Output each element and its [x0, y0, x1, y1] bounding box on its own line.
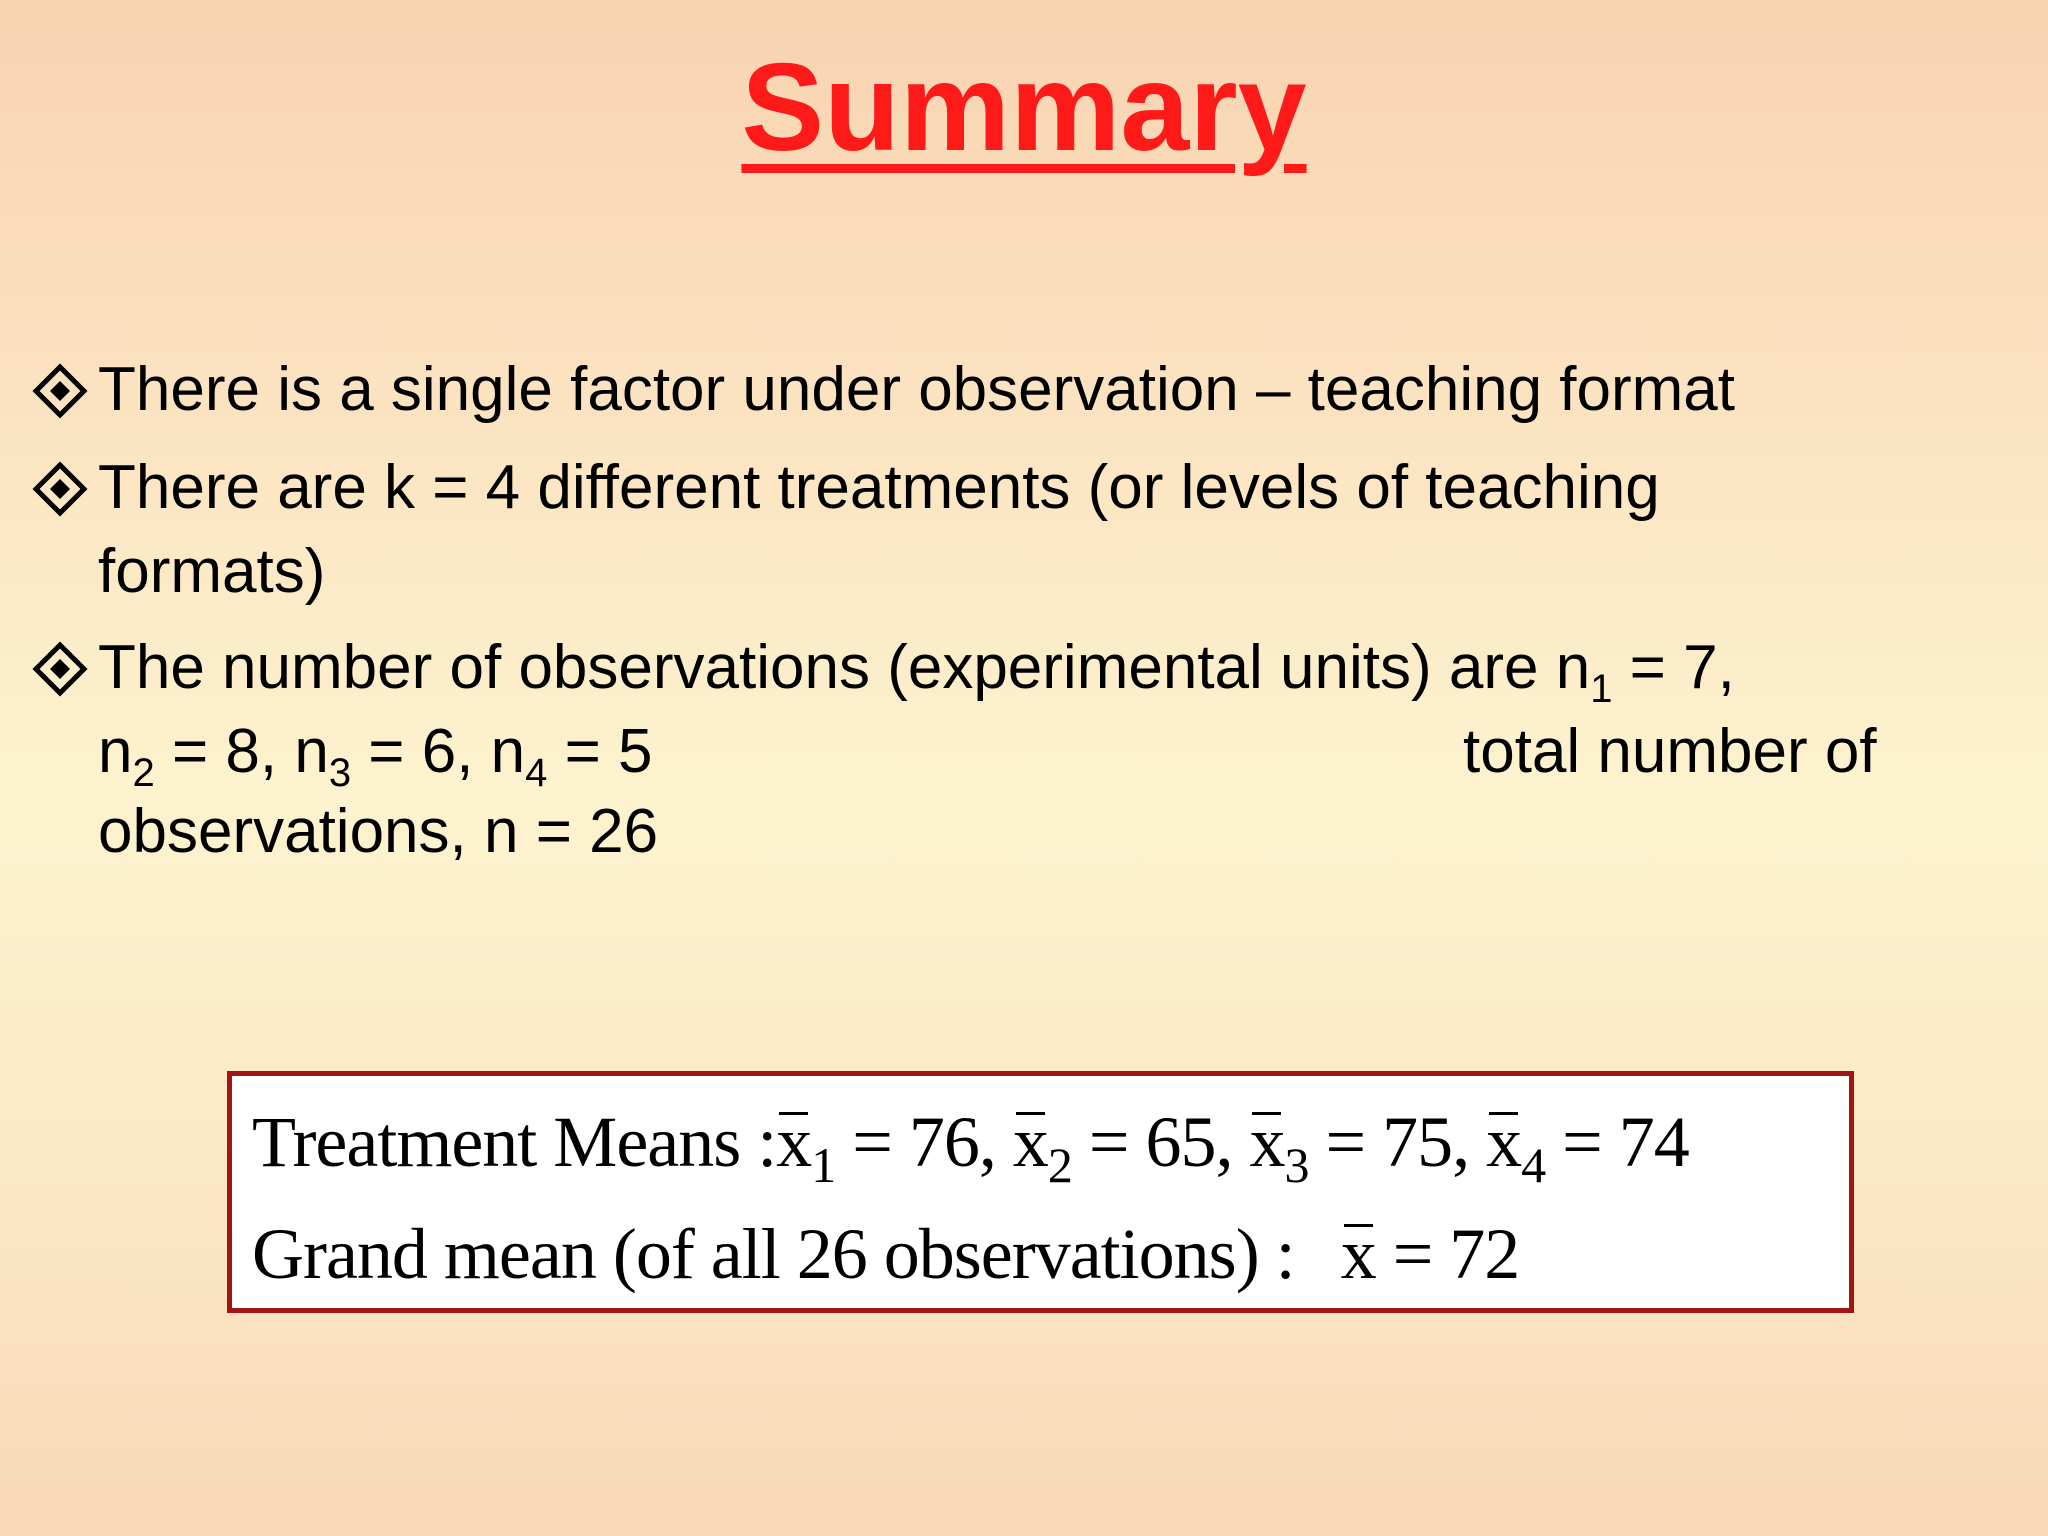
diamond-bullet-icon	[32, 641, 88, 697]
bullet-3-line-3: observations, n = 26	[98, 797, 659, 866]
bullet-3-total-text: total number of	[1463, 717, 1877, 786]
subscript: 1	[811, 1137, 836, 1193]
grand-mean-value: = 72	[1375, 1214, 1520, 1294]
subscript: 1	[1590, 667, 1613, 711]
xbar-symbol: x	[1340, 1214, 1376, 1294]
bullet-2-line-1: There are k = 4 different treatments (or levels of teaching	[98, 453, 1660, 522]
subscript: 2	[1047, 1137, 1072, 1193]
diamond-bullet-icon	[32, 461, 88, 517]
xbar-symbol: x	[776, 1102, 812, 1182]
bullet-1-text: There is a single factor under observation – teaching format	[98, 355, 1736, 424]
subscript: 4	[525, 751, 548, 795]
bullet-3-line-1	[98, 633, 1735, 724]
xbar-symbol: x	[1012, 1102, 1048, 1182]
subscript: 3	[328, 751, 352, 795]
formula-box	[227, 1071, 1854, 1313]
xbar-symbol: x	[1249, 1102, 1285, 1182]
bullet-3-text: The number of observations (experimental units) are n	[98, 633, 1591, 702]
bullet-2-line-2: formats)	[98, 537, 326, 606]
diamond-bullet-icon	[32, 363, 88, 419]
mean-value: = 65,	[1071, 1102, 1250, 1182]
xbar-symbol: x	[1486, 1102, 1522, 1182]
bullet-3-text: = 7,	[1612, 633, 1735, 702]
treatment-means-label: Treatment Means :	[252, 1102, 777, 1182]
bullet-3-text: n	[98, 717, 133, 786]
subscript: 4	[1521, 1137, 1546, 1193]
bullet-3-line-2	[98, 717, 653, 808]
bullet-3-text: = 5	[547, 717, 653, 786]
mean-value: = 76,	[835, 1102, 1013, 1182]
subscript: 3	[1284, 1137, 1309, 1193]
bullet-3-text: = 8, n	[154, 717, 329, 786]
treatment-means-equation	[252, 1102, 1689, 1205]
mean-value: = 75,	[1308, 1102, 1487, 1182]
bullet-3-text: = 6, n	[351, 717, 526, 786]
subscript: 2	[132, 751, 155, 795]
slide-title	[0, 38, 2048, 178]
mean-value: = 74	[1545, 1102, 1689, 1182]
grand-mean-equation	[252, 1214, 1519, 1294]
slide-title-text: Summary	[741, 39, 1307, 177]
grand-mean-label: Grand mean (of all 26 observations) :	[252, 1214, 1295, 1294]
